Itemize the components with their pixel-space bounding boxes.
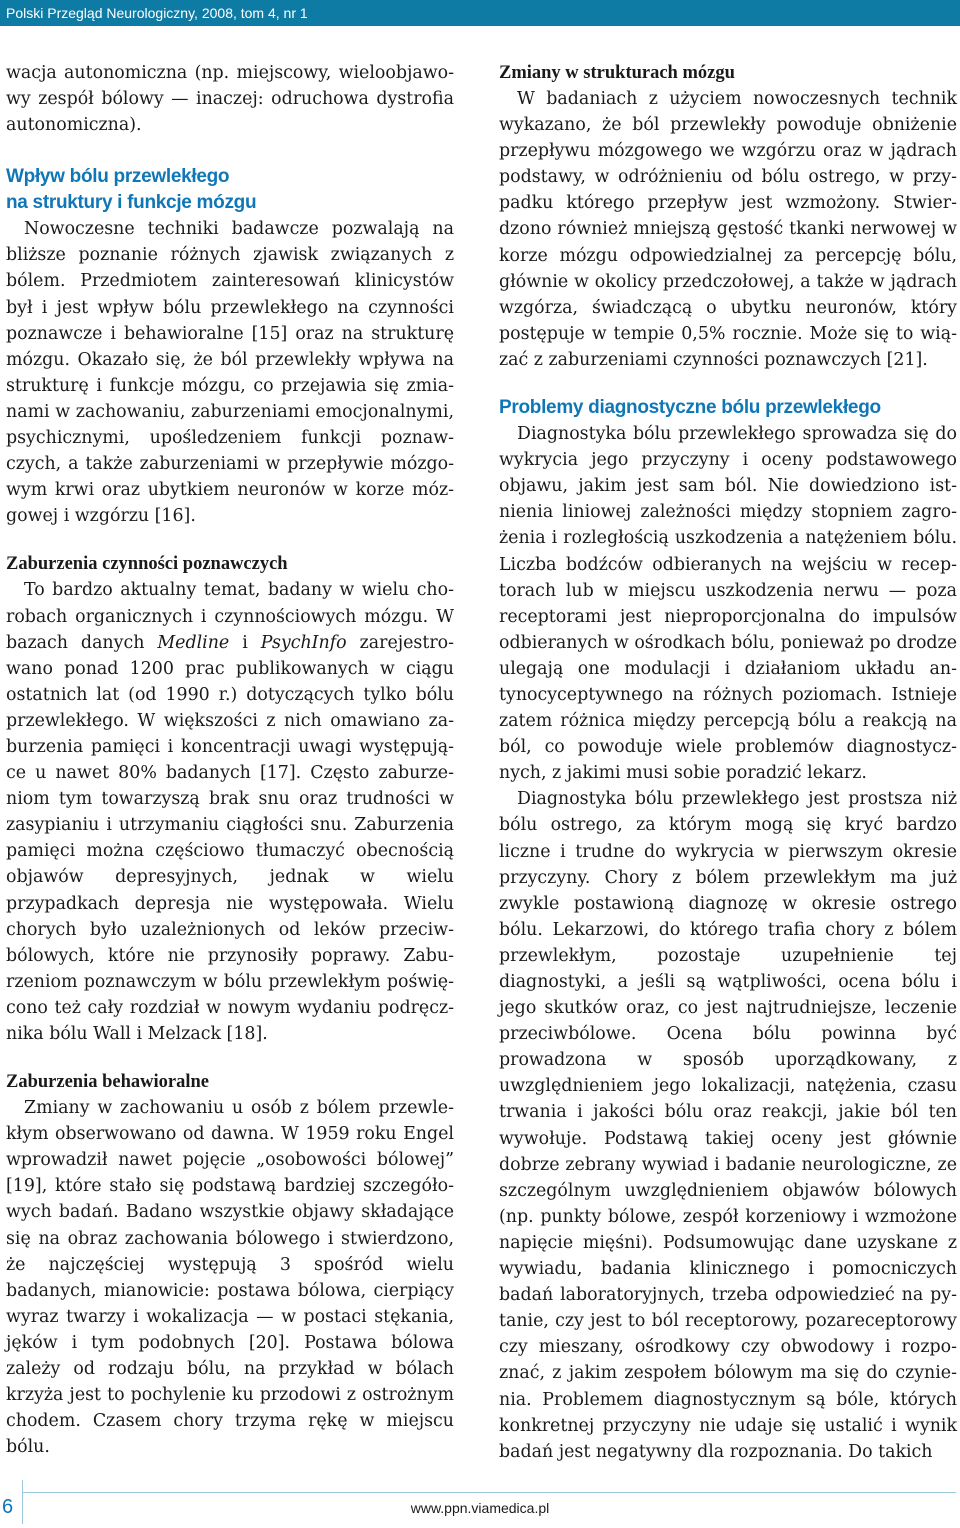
paragraph-behavioral: Zmiany w zachowaniu u osób z bólem przewlekłym obserwowano od dawna. W 1959 roku Engel wprowadził nawet pojęcie „osobowości bólowej” [19], które stało się podstawą bardziej szczegółowych badań. Badano wszystkie objawy składające się na obraz zachowania bólowego i stwierdzono, że najczęściej występują 3 spośród wielu badanych, mianowicie: postawa bólowa, cierpiący wyraz twarzy i wokalizacja — w postaci stękania, jęków i tym podobnych [20]. Postawa bólowa zależy od rodzaju bólu, na przykład w bólach krzyża jest to pochylenie ku przodowi z ostrożnym chodem. Czasem chory trzyma rękę w miejscu bólu. <box>6 1098 454 1458</box>
journal-header <box>0 0 960 26</box>
section-heading-diagnostics: Problemy diagnostyczne bólu przewlekłego <box>499 397 881 419</box>
subheading-cognitive: Zaburzenia czynności poznawczych <box>6 554 288 575</box>
paragraph-brain-structure: W badaniach z użyciem nowoczesnych technik wykazano, że ból przewlekły powoduje obniżenie przepływu mózgowego we wzgórzu oraz w jądrach podstawy, w odróżnieniu od bólu ostrego, w przypadku którego przepływ jest wzmożony. Stwierdzono również mniejszą gęstość tkanki nerwowej w korze mózgu odpowiedzialnej za percepcję bólu, głównie w okolicy przedczołowej, a także w jądrach wzgórza, świadczącą o ubytku neuronów, który postępuje w tempie 0,5% rocznie. Może się to wiązać z zaburzeniami czynności poznawczych [21]. <box>499 89 957 370</box>
journal-title: Polski Przegląd Neurologiczny, 2008, tom 4, nr 1 <box>6 5 308 21</box>
section-heading-brain-impact: Wpływ bólu przewlekłego na struktury i funkcje mózgu <box>6 166 257 214</box>
psychinfo-term: PsychInfo <box>260 632 347 653</box>
paragraph-diagnostics-1: Diagnostyka bólu przewlekłego sprowadza się do wykrycia jego przyczyny i oceny podstawowego objawu, jakim jest sam ból. Nie dowiedziono istnienia liniowej zależności między stopniem zagrożenia i rozległością uszkodzenia a natężeniem bólu. Liczba bodźców odbieranych na wejściu w receptorach lub w miejscu uszkodzenia nerwu — poza receptorami jest nieproporcjonalna do impulsów odbieranych w ośrodkach bólu, ponieważ po drodze ulegają one modulacji i działaniom układu antynocyceptywnego na różnych poziomach. Istnieje zatem różnica między percepcją bólu a reakcją na ból, co powoduje wiele problemów diagnostycznych, z jakimi musi sobie poradzić lekarz. <box>499 424 957 784</box>
medline-term: Medline <box>157 632 230 653</box>
subheading-behavioral: Zaburzenia behawioralne <box>6 1072 209 1093</box>
paragraph-continuation: wacja autonomiczna (np. miejscowy, wieloobjawowy zespół bólowy — inaczej: odruchowa dystrofia autonomiczna). <box>6 63 454 136</box>
paragraph-diagnostics-2: Diagnostyka bólu przewlekłego jest prostsza niż bólu ostrego, za którym mogą się kryć bardzo liczne i trudne do wykrycia w pierwszym okresie przyczyny. Chory z bólem przewlekłym ma już zwykle postawioną diagnozę w okresie ostrego bólu. Lekarzowi, do którego trafia chory z bólem przewlekłym, pozostaje uzupełnienie tej diagnostyki, a jeśli są wątpliwości, ocena bólu i jego skutków oraz, co jest najtrudniejsze, leczenie przeciwbólowe. Ocena bólu powinna być prowadzona w sposób uporządkowany, z uwzględnieniem jego lokalizacji, natężenia, czasu trwania i jakości bólu oraz reakcji, jakie ból ten wywołuje. Podstawą takiej oceny jest głównie dobrze zebrany wywiad i badanie neurologiczne, ze szczególnym uwzględnieniem objawów bólowych (np. punkty bólowe, zespół korzeniowy i wzmożone napięcie mięśni). Podsumowując dane uzyskane z wywiadu, badania klinicznego i pomocniczych badań laboratoryjnych, trzeba odpowiedzieć na pytanie, czy jest to ból receptorowy, pozareceptorowy czy mieszany, ośrodkowy czy obwodowy i rozpoznać, z jakim zespołem bólowym ma się do czynienia. Problemem diagnostycznym są bóle, których konkretnej przyczyny nie udaje się ustalić i wynik badań jest negatywny dla rozpoznania. Do takich <box>499 789 957 1462</box>
footer-divider <box>22 1492 956 1493</box>
page-number: 6 <box>2 1496 14 1518</box>
paragraph-cognitive: To bardzo aktualny temat, badany w wielu chorobach organicznych i czynnościowych mózgu. W bazach danych Medline i PsychInfo zarejestrowano ponad 1200 prac publikowanych w ciągu ostatnich lat (od 1990 r.) dotyczących tylko bólu przewlekłego. W większości z nich omawiano zaburzenia pamięci i koncentracji uwagi występujące u nawet 80% badanych [17]. Często zaburzeniom tym towarzyszą brak snu oraz trudności w zasypianiu i utrzymaniu ciągłości snu. Zaburzenia pamięci można częściowo tłumaczyć obecnością objawów depresyjnych, jednak w wielu przypadkach depresja nie występowała. Wielu chorych było uzależnionych od leków przeciwbólowych, które nie przynosiły poprawy. Zaburzeniom poznawczym w bólu przewlekłym poświęcono też cały rozdział w nowym wydaniu podręcznika bólu Wall i Melzack [18]. <box>6 580 455 1044</box>
subheading-brain-structure: Zmiany w strukturach mózgu <box>499 63 735 83</box>
paragraph-brain-impact: Nowoczesne techniki badawcze pozwalają na bliższe poznanie różnych zjawisk związanych z bólem. Przedmiotem zainteresowań klinicystów był i jest wpływ bólu przewlekłego na czynności poznawcze i behawioralne [15] oraz na strukturę mózgu. Okazało się, że ból przewlekły wpływa na strukturę i funkcje mózgu, co przejawia się zmianami w zachowaniu, zaburzeniami emocjonalnymi, psychicznymi, upośledzeniem funkcji poznawczych, a także zaburzeniami w przepływie mózgowym krwi oraz ubytkiem neuronów w korze mózgowej i wzgórzu [16]. <box>6 219 454 527</box>
right-column <box>499 60 957 1465</box>
left-column <box>6 60 454 1460</box>
footer-url: www.ppn.viamedica.pl <box>410 1500 550 1516</box>
